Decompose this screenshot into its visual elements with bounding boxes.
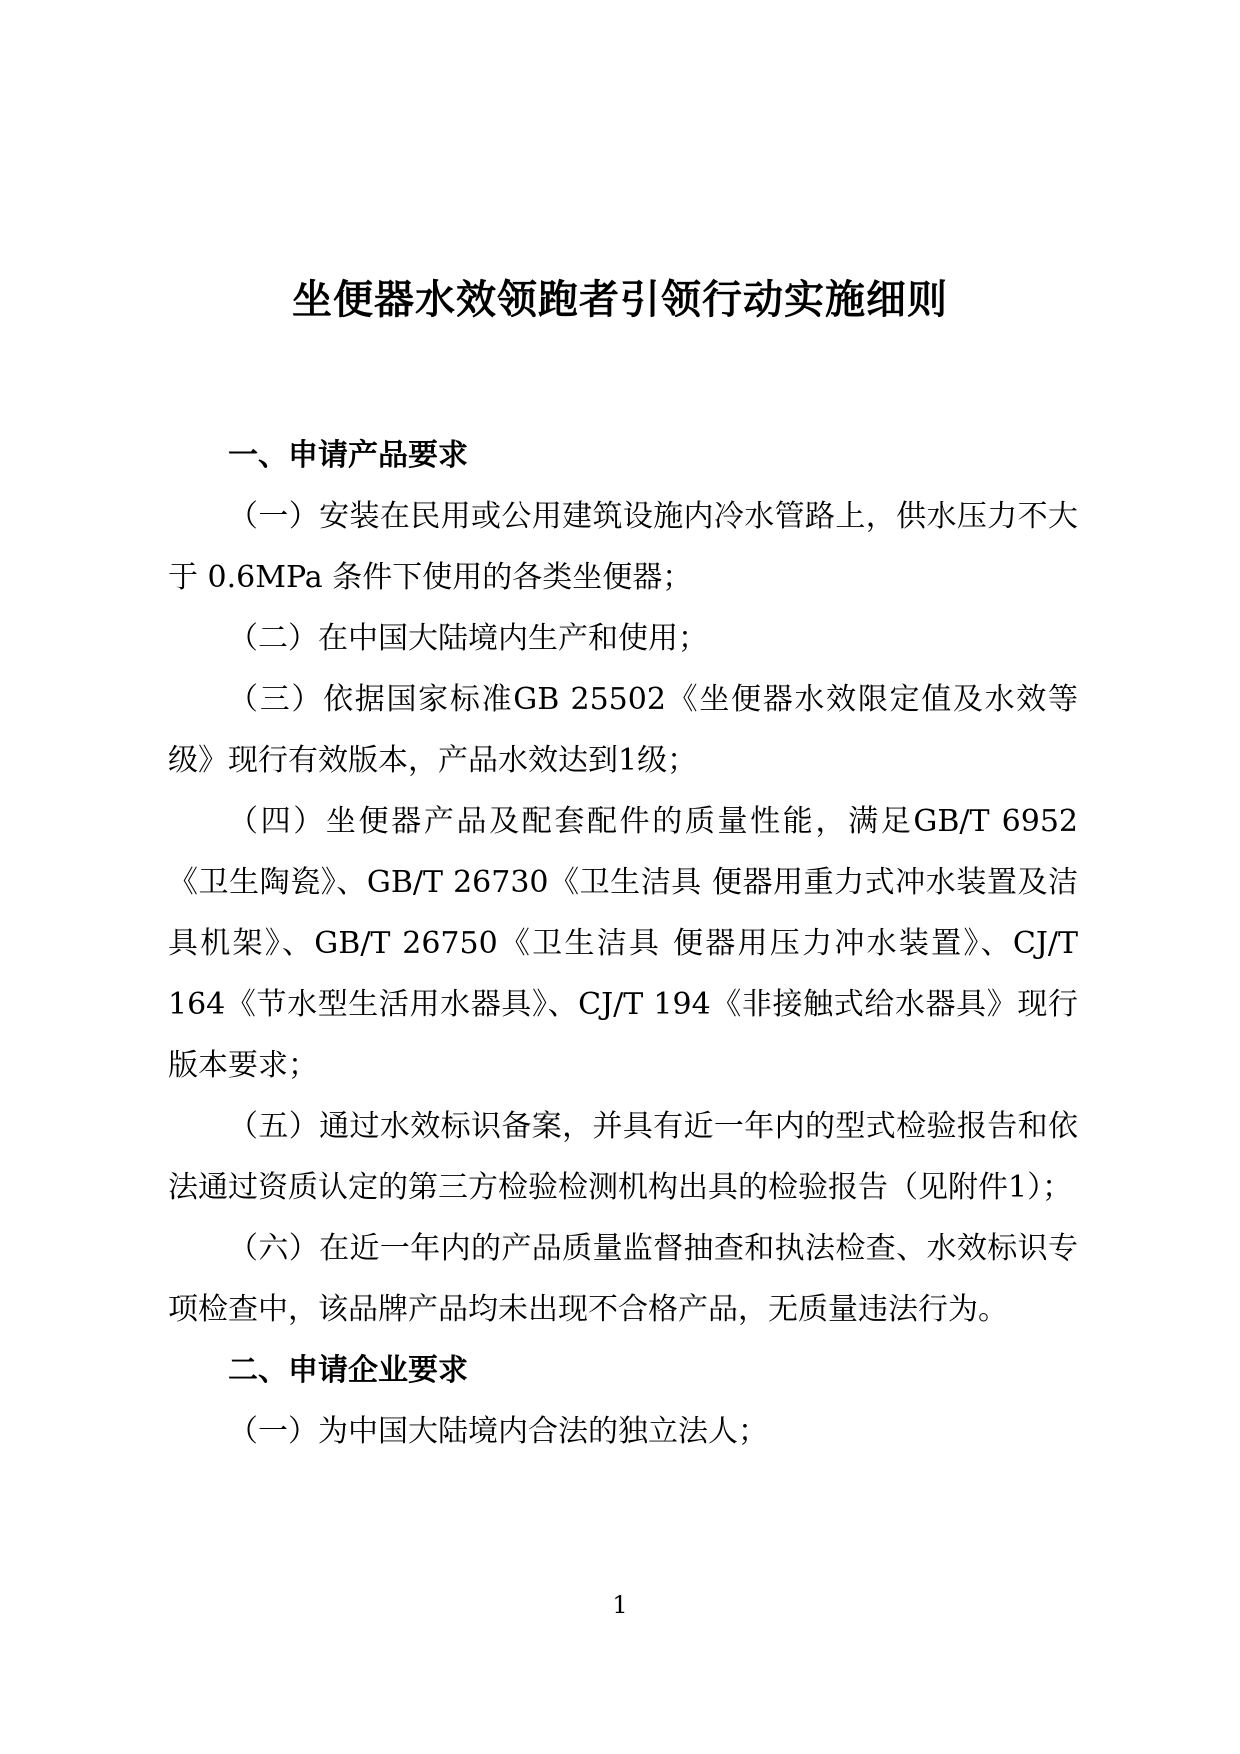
section-heading-product-requirements: 一、申请产品要求 [228,438,468,473]
paragraph-item: （四）坐便器产品及配套配件的质量性能，满足GB/T 6952《卫生陶瓷》、GB/T 26730《卫生洁具 便器用重力式冲水装置及洁具机架》、GB/T 26750《卫生洁具 便器用压力冲水装置》、CJ/T 164《节水型生活用水器具》、CJ/T 194《非接触式给水器具》现行版本要求； [168,804,1078,1083]
paragraph-item: （五）通过水效标识备案，并具有近一年内的型式检验报告和依法通过资质认定的第三方检验检测机构出具的检验报告（见附件1）； [168,1109,1078,1205]
paragraph-item: （一）为中国大陆境内合法的独立法人； [228,1414,768,1449]
page-number: 1 [612,1591,628,1619]
document-title: 坐便器水效领跑者引领行动实施细则 [292,276,948,323]
document-body [168,425,1078,1462]
paragraph-item: （二）在中国大陆境内生产和使用； [228,621,708,656]
paragraph-item: （一）安装在民用或公用建筑设施内冷水管路上，供水压力不大于 0.6MPa 条件下使用的各类坐便器； [168,499,1078,595]
section-heading-enterprise-requirements: 二、申请企业要求 [228,1353,468,1388]
paragraph-item: （三）依据国家标准GB 25502《坐便器水效限定值及水效等级》现行有效版本，产品水效达到1级； [168,682,1078,778]
paragraph-item: （六）在近一年内的产品质量监督抽查和执法检查、水效标识专项检查中，该品牌产品均未出现不合格产品，无质量违法行为。 [168,1231,1078,1327]
